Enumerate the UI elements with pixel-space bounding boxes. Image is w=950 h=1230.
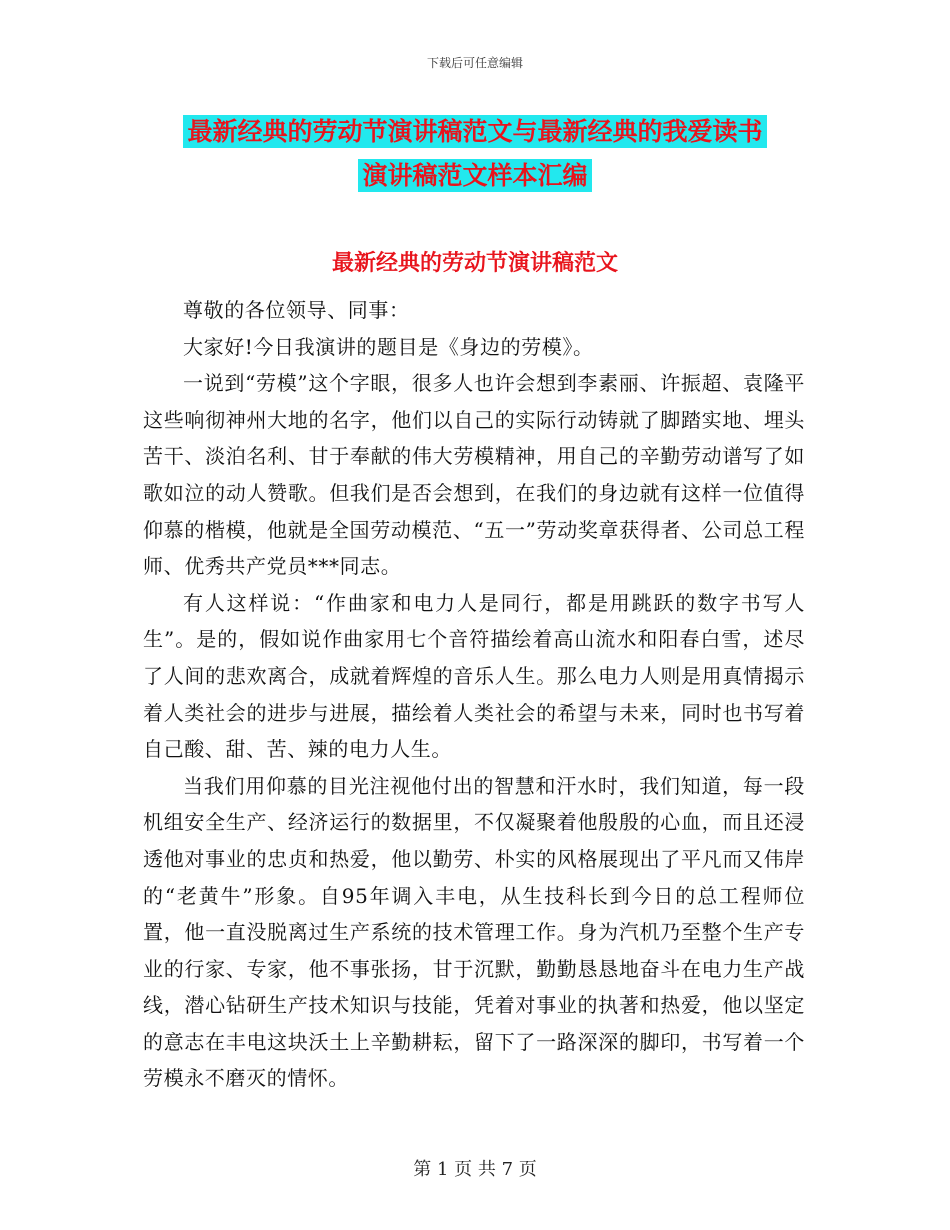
title-highlight-2: 演讲稿范文样本汇编 xyxy=(358,159,591,192)
section-title: 最新经典的劳动节演讲稿范文 xyxy=(331,250,618,276)
page-number-footer: 第 1 页 共 7 页 xyxy=(413,1159,537,1180)
paragraph: 有人这样说：“作曲家和电力人是同行，都是用跳跃的数字书写人生”。是的，假如说作曲家用七个音符描绘着高山流水和阳春白雪，述尽了人间的悲欢离合，成就着辉煌的音乐人生。那么电力人则是用真情揭示着人类社会的进步与进展，描绘着人类社会的希望与未来，同时也书写着自己酸、甜、苦、辣的电力人生。 xyxy=(143,590,805,762)
document-title-line-1 xyxy=(0,112,950,148)
paragraph-intro: 大家好!今日我演讲的题目是《身边的劳模》。 xyxy=(183,334,594,359)
document-body xyxy=(143,292,805,1097)
paragraph-greeting: 尊敬的各位领导、同事： xyxy=(183,298,410,322)
page-header-note: 下载后可任意编辑 xyxy=(426,56,523,70)
title-highlight-1: 最新经典的劳动节演讲稿范文与最新经典的我爱读书 xyxy=(183,115,766,148)
paragraph: 当我们用仰慕的目光注视他付出的智慧和汗水时，我们知道，每一段机组安全生产、经济运行的数据里，不仅凝聚着他殷殷的心血，而且还浸透他对事业的忠贞和热爱，他以勤劳、朴实的风格展现出了平凡而又伟岸的“老黄牛”形象。自95年调入丰电，从生技科长到今日的总工程师位置，他一直没脱离过生产系统的技术管理工作。身为汽机乃至整个生产专业的行家、专家，他不事张扬，甘于沉默，勤勤恳恳地奋斗在电力生产战线，潜心钻研生产技术知识与技能，凭着对事业的执著和热爱，他以坚定的意志在丰电这块沃土上辛勤耕耘，留下了一路深深的脚印，书写着一个劳模永不磨灭的情怀。 xyxy=(143,773,805,1091)
document-title-line-2 xyxy=(0,156,950,192)
paragraph: 一说到“劳模”这个字眼，很多人也许会想到李素丽、许振超、袁隆平这些响彻神州大地的名字，他们以自己的实际行动铸就了脚踏实地、埋头苦干、淡泊名利、甘于奉献的伟大劳模精神，用自己的辛勤劳动谱写了如歌如泣的动人赞歌。但我们是否会想到，在我们的身边就有这样一位值得仰慕的楷模，他就是全国劳动模范、“五一”劳动奖章获得者、公司总工程师、优秀共产党员***同志。 xyxy=(143,371,805,579)
